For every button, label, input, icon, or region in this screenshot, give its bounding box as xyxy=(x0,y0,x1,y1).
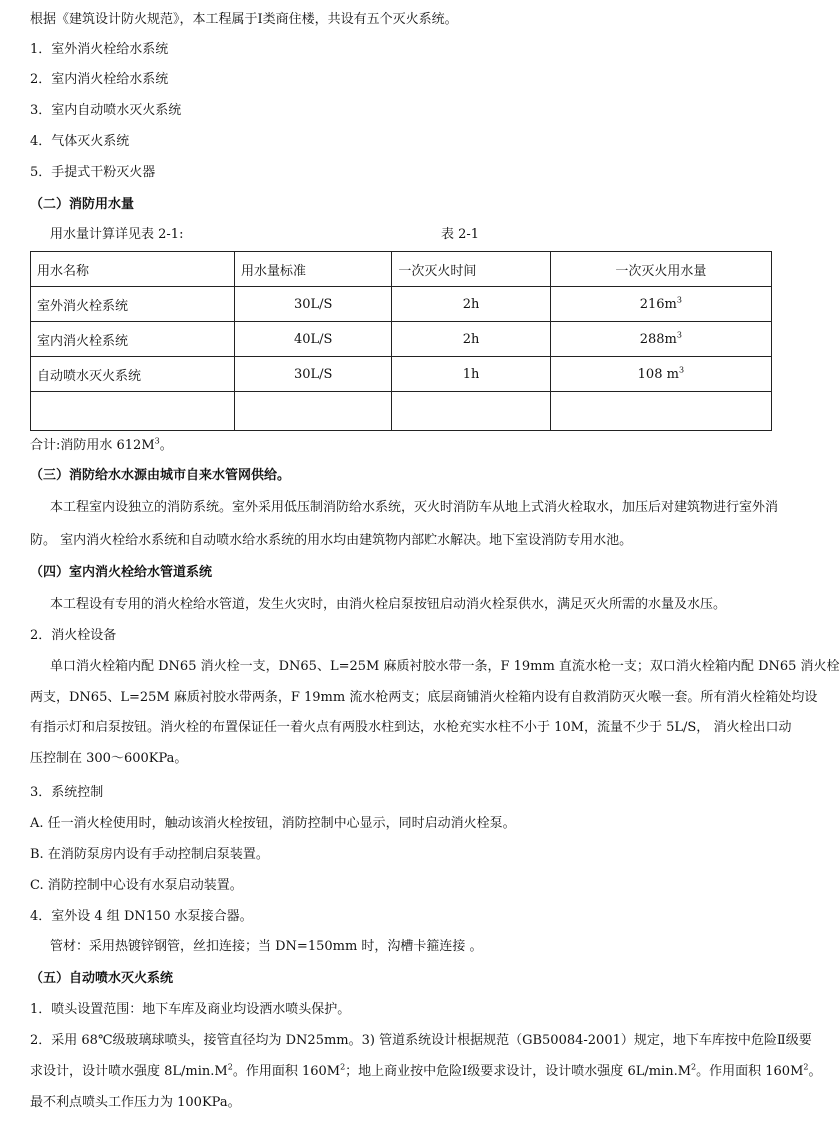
volume-value: 108 m xyxy=(637,366,679,382)
volume-unit-superscript: 3 xyxy=(676,295,682,305)
cell-name: 室外消火栓系统 xyxy=(31,287,235,322)
cell-time: 2h xyxy=(392,322,550,357)
empty-cell xyxy=(550,392,771,431)
volume-unit-superscript: 3 xyxy=(676,330,682,340)
section-4-paragraph: 本工程设有专用的消火栓给水管道，发生火灾时，由消火栓启泵按钮启动消火栓泵供水，满足灭火所需的水量及水压。 xyxy=(50,597,727,612)
equipment-heading: 2．消火栓设备 xyxy=(30,628,117,643)
spec-part-1: 求设计，设计喷水强度 8L/min.M xyxy=(30,1064,228,1079)
cell-time: 1h xyxy=(392,357,550,392)
spec-part-2: 。作用面积 160M xyxy=(232,1064,341,1079)
section-3-heading: （三）消防给水水源由城市自来水管网供给。 xyxy=(30,468,291,483)
sprinkler-range-line: 1．喷头设置范围：地下车库及商业均设洒水喷头保护。 xyxy=(30,1002,351,1017)
cell-volume xyxy=(550,287,771,322)
table-row-empty xyxy=(31,392,772,431)
sprinkler-spec-line-2 xyxy=(30,1063,822,1081)
volume-value: 288m xyxy=(639,331,677,347)
water-usage-table xyxy=(30,251,772,431)
system-item-4: 4．气体灭火系统 xyxy=(30,134,130,149)
header-cell-volume: 一次灭火用水量 xyxy=(550,252,771,287)
system-item-5: 5．手提式干粉灭火器 xyxy=(30,165,156,180)
total-end: 。 xyxy=(159,438,173,453)
cell-volume xyxy=(550,357,771,392)
spec-superscript-3: 2 xyxy=(691,1062,697,1072)
header-cell-name: 用水名称 xyxy=(31,252,235,287)
cell-rate: 40L/S xyxy=(235,322,392,357)
spec-part-3: ；地上商业按中危险Ⅰ级要求设计，设计喷水强度 6L/min.M xyxy=(345,1064,692,1079)
table-row xyxy=(31,287,772,322)
system-item-3: 3．室内自动喷水灭火系统 xyxy=(30,103,182,118)
table-header-row xyxy=(31,252,772,287)
table-caption-left: 用水量计算详见表 2-1: xyxy=(50,227,184,242)
sprinkler-pressure-line: 最不利点喷头工作压力为 100KPa。 xyxy=(30,1095,241,1110)
table-row xyxy=(31,322,772,357)
equipment-paragraph-line-1: 单口消火栓箱内配 DN65 消火栓一支，DN65、L=25M 麻质衬胶水带一条，F 19mm 直流水枪一支；双口消火栓箱内配 DN65 消火栓 xyxy=(50,659,840,674)
section-5-heading: （五）自动喷水灭火系统 xyxy=(30,971,174,986)
section-4-heading: （四）室内消火栓给水管道系统 xyxy=(30,565,213,580)
cell-volume xyxy=(550,322,771,357)
cell-name: 自动喷水灭火系统 xyxy=(31,357,235,392)
control-item-a: A. 任一消火栓使用时，触动该消火栓按钮，消防控制中心显示，同时启动消火栓泵。 xyxy=(30,816,516,831)
empty-cell xyxy=(392,392,550,431)
control-heading: 3．系统控制 xyxy=(30,785,104,800)
system-item-2: 2．室内消火栓给水系统 xyxy=(30,72,169,87)
total-line xyxy=(30,437,173,455)
section-2-heading: （二）消防用水量 xyxy=(30,197,135,212)
empty-cell xyxy=(235,392,392,431)
volume-unit-superscript: 3 xyxy=(678,365,685,375)
header-cell-time: 一次灭火时间 xyxy=(392,252,550,287)
equipment-paragraph-line-3: 有指示灯和启泵按钮。消火栓的布置保证任一着火点有两股水柱到达，水枪充实水柱不小于 10M，流量不少于 5L/S， 消火栓出口动 xyxy=(30,720,792,735)
control-item-b: B. 在消防泵房内设有手动控制启泵装置。 xyxy=(30,847,269,862)
spec-part-4: 。作用面积 160M xyxy=(696,1064,804,1079)
equipment-paragraph-line-2: 两支，DN65、L=25M 麻质衬胶水带两条，F 19mm 流水枪两支；底层商铺消火栓箱内设有自救消防灭火喉一套。所有消火栓箱处均设 xyxy=(30,690,818,705)
cell-rate: 30L/S xyxy=(235,357,392,392)
spec-superscript-1: 2 xyxy=(227,1062,233,1072)
section-3-paragraph-line-1: 本工程室内设独立的消防系统。室外采用低压制消防给水系统，灭火时消防车从地上式消火栓取水，加压后对建筑物进行室外消 xyxy=(50,500,779,515)
intro-paragraph: 根据《建筑设计防火规范》，本工程属于Ⅰ类商住楼，共设有五个灭火系统。 xyxy=(30,12,458,27)
spec-part-5: 。 xyxy=(808,1064,822,1079)
cell-rate: 30L/S xyxy=(235,287,392,322)
cell-time: 2h xyxy=(392,287,550,322)
spec-superscript-2: 2 xyxy=(340,1062,346,1072)
empty-cell xyxy=(31,392,235,431)
cell-name: 室内消火栓系统 xyxy=(31,322,235,357)
volume-value: 216m xyxy=(639,296,677,312)
table-row xyxy=(31,357,772,392)
equipment-paragraph-line-4: 压控制在 300～600KPa。 xyxy=(30,751,188,766)
table-caption-right: 表 2-1 xyxy=(441,227,480,242)
header-cell-rate: 用水量标准 xyxy=(235,252,392,287)
spec-superscript-4: 2 xyxy=(803,1062,809,1072)
system-item-1: 1．室外消火栓给水系统 xyxy=(30,42,169,57)
control-item-c: C. 消防控制中心设有水泵启动装置。 xyxy=(30,878,243,893)
pump-adapter-line: 4．室外设 4 组 DN150 水泵接合器。 xyxy=(30,909,253,924)
total-superscript: 3 xyxy=(154,436,160,446)
pipe-material-line: 管材：采用热镀锌钢管，丝扣连接；当 DN=150mm 时，沟槽卡箍连接 。 xyxy=(50,939,483,954)
sprinkler-spec-line-1: 2．采用 68℃级玻璃球喷头，接管直径均为 DN25mm。3) 管道系统设计根据规范（GB50084-2001）规定，地下车库按中危险Ⅱ级要 xyxy=(30,1033,812,1048)
section-3-paragraph-line-2: 防。 室内消火栓给水系统和自动喷水给水系统的用水均由建筑物内部贮水解决。地下室设消防专用水池。 xyxy=(30,533,633,548)
total-text: 合计:消防用水 612M xyxy=(30,438,155,453)
